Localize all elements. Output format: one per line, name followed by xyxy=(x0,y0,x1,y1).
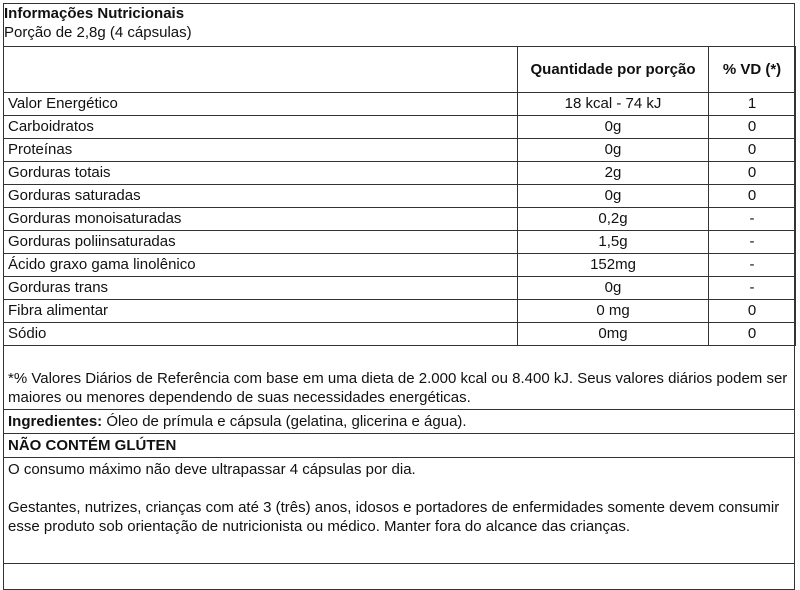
portion-size: Porção de 2,8g (4 cápsulas) xyxy=(4,24,192,41)
table-row xyxy=(4,300,796,323)
header-quantity: Quantidade por porção xyxy=(518,47,709,93)
nutrient-name: Ácido graxo gama linolênico xyxy=(4,254,518,277)
nutrient-name: Gorduras poliinsaturadas xyxy=(4,231,518,254)
nutrient-quantity: 1,5g xyxy=(518,231,709,254)
gluten-statement: NÃO CONTÉM GLÚTEN xyxy=(3,434,795,458)
table-row xyxy=(4,185,796,208)
nutrient-daily-value: - xyxy=(709,254,796,277)
nutrient-quantity: 0g xyxy=(518,277,709,300)
nutrient-daily-value: - xyxy=(709,208,796,231)
nutrient-daily-value: 0 xyxy=(709,162,796,185)
table-row xyxy=(4,93,796,116)
ingredients-label: Ingredientes: xyxy=(8,413,103,430)
nutrient-quantity: 2g xyxy=(518,162,709,185)
header-daily-value: % VD (*) xyxy=(709,47,796,93)
consumption-note: O consumo máximo não deve ultrapassar 4 cápsulas por dia. xyxy=(8,461,416,478)
ingredients xyxy=(3,410,795,434)
table-row xyxy=(4,277,796,300)
nutrient-name: Sódio xyxy=(4,323,518,346)
nutrient-daily-value: 0 xyxy=(709,139,796,162)
header xyxy=(4,4,192,42)
nutrient-name: Carboidratos xyxy=(4,116,518,139)
nutrient-daily-value: - xyxy=(709,277,796,300)
warning-note: Gestantes, nutrizes, crianças com até 3 (três) anos, idosos e portadores de enfermidades somente devem consumir esse produto sob orientação de nutricionista ou médico. Manter fora do alcance das crianças. xyxy=(8,499,780,535)
nutrient-quantity: 0g xyxy=(518,116,709,139)
reference-note: *% Valores Diários de Referência com base em uma dieta de 2.000 kcal ou 8.400 kJ. Seus valores diários podem ser maiores ou menores dependendo de suas necessidades energéticas. xyxy=(3,367,795,410)
table-row xyxy=(4,162,796,185)
table-header-row xyxy=(4,47,796,93)
usage-warnings xyxy=(3,458,795,590)
nutrition-table xyxy=(3,46,796,346)
nutrient-name: Gorduras saturadas xyxy=(4,185,518,208)
nutrient-daily-value: 0 xyxy=(709,185,796,208)
nutrient-name: Gorduras trans xyxy=(4,277,518,300)
nutrient-daily-value: 0 xyxy=(709,116,796,139)
table-row xyxy=(4,323,796,346)
nutrient-daily-value: 0 xyxy=(709,323,796,346)
nutrient-name: Gorduras monoisaturadas xyxy=(4,208,518,231)
panel-title: Informações Nutricionais xyxy=(4,5,185,22)
nutrient-daily-value: 0 xyxy=(709,300,796,323)
nutrient-quantity: 152mg xyxy=(518,254,709,277)
nutrient-name: Proteínas xyxy=(4,139,518,162)
table-row xyxy=(4,208,796,231)
table-row xyxy=(4,139,796,162)
nutrient-daily-value: 1 xyxy=(709,93,796,116)
nutrient-quantity: 18 kcal - 74 kJ xyxy=(518,93,709,116)
table-row xyxy=(4,254,796,277)
nutrient-name: Valor Energético xyxy=(4,93,518,116)
table-row xyxy=(4,231,796,254)
table-row xyxy=(4,116,796,139)
footer xyxy=(3,367,795,590)
nutrient-quantity: 0g xyxy=(518,139,709,162)
table-body xyxy=(4,93,796,346)
header-nutrient xyxy=(4,47,518,93)
nutrient-name: Fibra alimentar xyxy=(4,300,518,323)
ingredients-text: Óleo de prímula e cápsula (gelatina, glicerina e água). xyxy=(102,413,467,430)
nutrient-quantity: 0 mg xyxy=(518,300,709,323)
nutrient-quantity: 0,2g xyxy=(518,208,709,231)
nutrient-name: Gorduras totais xyxy=(4,162,518,185)
nutrient-quantity: 0mg xyxy=(518,323,709,346)
nutrient-daily-value: - xyxy=(709,231,796,254)
nutrient-quantity: 0g xyxy=(518,185,709,208)
